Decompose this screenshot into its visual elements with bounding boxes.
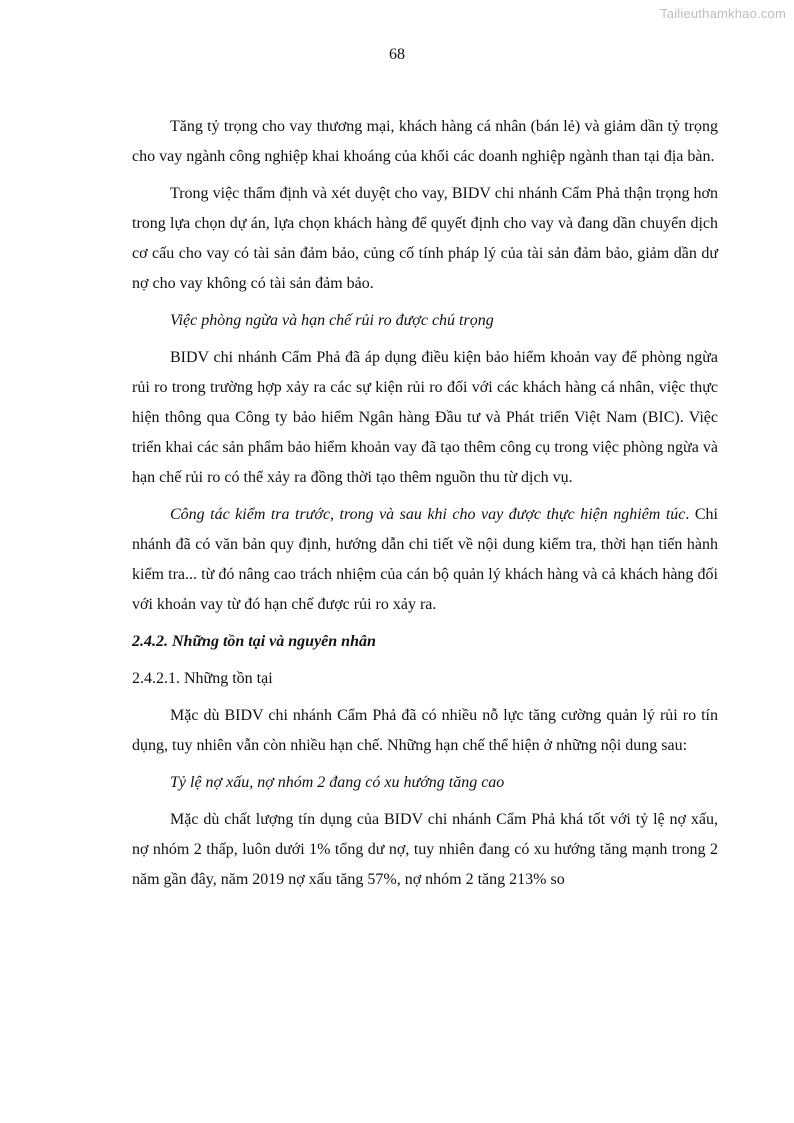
paragraph: [132, 500, 718, 620]
italic-subsection-title: Việc phòng ngừa và hạn chế rủi ro được chú trọng: [170, 312, 494, 329]
italic-subsection-title: Tỷ lệ nợ xấu, nợ nhóm 2 đang có xu hướng tăng cao: [170, 774, 505, 791]
paragraph-text: . Chi nhánh đã có văn bản quy định, hướng dẫn chi tiết về nội dung kiểm tra, thời hạn tiến hành kiểm tra... từ đó nâng cao trách nhiệm của cán bộ quản lý khách hàng và cả khách hàng đối với khoản vay từ đó hạn chế được rủi ro xảy ra.: [132, 506, 718, 613]
paragraph: Mặc dù chất lượng tín dụng của BIDV chi nhánh Cẩm Phả khá tốt với tỷ lệ nợ xấu, nợ nhóm 2 thấp, luôn dưới 1% tổng dư nợ, tuy nhiên đang có xu hướng tăng mạnh trong 2 năm gần đây, năm 2019 nợ xấu tăng 57%, nợ nhóm 2 tăng 213% so: [132, 811, 718, 888]
paragraph: Trong việc thẩm định và xét duyệt cho vay, BIDV chi nhánh Cẩm Phả thận trọng hơn trong lựa chọn dự án, lựa chọn khách hàng để quyết định cho vay và đang dần chuyển dịch cơ cấu cho vay có tài sản đảm bảo, củng cố tính pháp lý của tài sản đảm bảo, giảm dần dư nợ cho vay không có tài sản đảm bảo.: [132, 185, 718, 292]
watermark: Tailieuthamkhao.com: [660, 6, 786, 21]
subsection-heading: 2.4.2.1. Những tồn tại: [132, 670, 273, 687]
paragraph: Mặc dù BIDV chi nhánh Cẩm Phả đã có nhiều nỗ lực tăng cường quản lý rủi ro tín dụng, tuy nhiên vẫn còn nhiều hạn chế. Những hạn chế thể hiện ở những nội dung sau:: [132, 707, 718, 754]
section-heading: 2.4.2. Những tồn tại và nguyên nhân: [132, 633, 376, 650]
italic-lead-in: Công tác kiểm tra trước, trong và sau khi cho vay được thực hiện nghiêm túc: [170, 506, 686, 523]
paragraph: Tăng tỷ trọng cho vay thương mại, khách hàng cá nhân (bán lẻ) và giảm dần tỷ trọng cho vay ngành công nghiệp khai khoáng của khối các doanh nghiệp ngành than tại địa bàn.: [132, 118, 718, 165]
document-body: [132, 112, 718, 902]
page-number: 68: [389, 46, 405, 63]
paragraph: BIDV chi nhánh Cẩm Phả đã áp dụng điều kiện bảo hiểm khoản vay để phòng ngừa rủi ro trong trường hợp xảy ra các sự kiện rủi ro đối với các khách hàng cá nhân, việc thực hiện thông qua Công ty bảo hiểm Ngân hàng Đầu tư và Phát triển Việt Nam (BIC). Việc triển khai các sản phẩm bảo hiểm khoản vay đã tạo thêm công cụ trong việc phòng ngừa và hạn chế rủi ro có thể xảy ra đồng thời tạo thêm nguồn thu từ dịch vụ.: [132, 349, 718, 486]
